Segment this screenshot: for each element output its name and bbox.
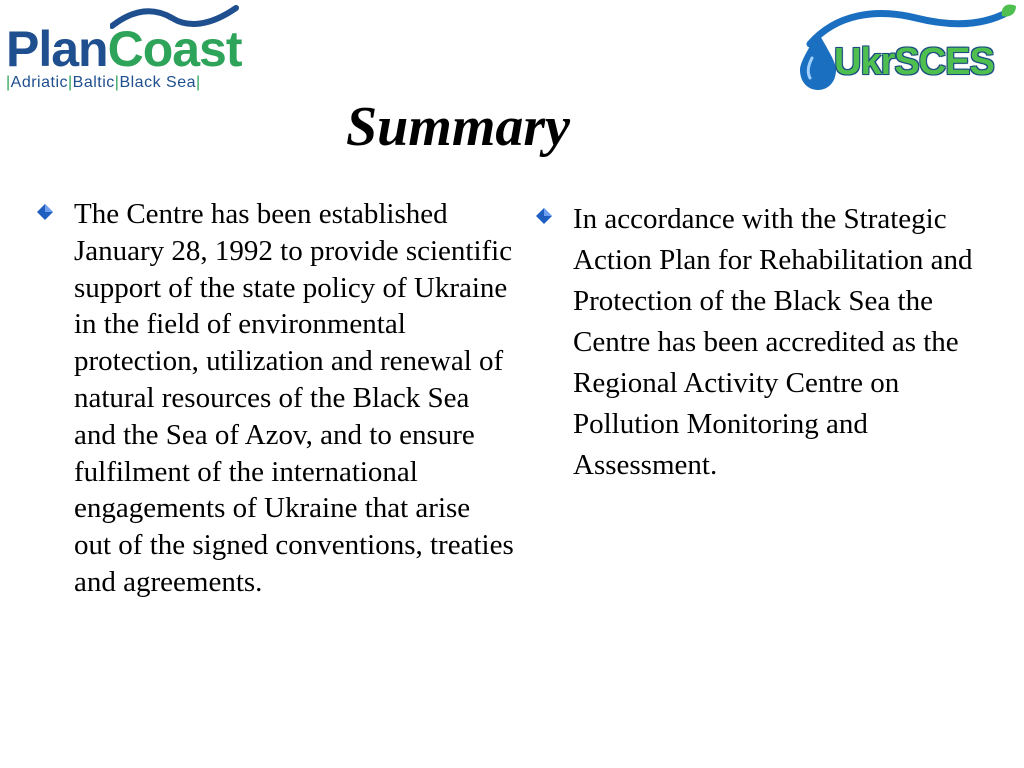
tagline-separator: |	[6, 74, 11, 91]
plancoast-name-plan: Plan	[6, 21, 108, 77]
plancoast-tagline	[6, 74, 201, 92]
tagline-item-black-sea: Black Sea	[119, 74, 196, 91]
plancoast-name-coast: Coast	[107, 21, 242, 77]
tagline-separator: |	[68, 74, 73, 91]
tagline-item-baltic: Baltic	[72, 74, 115, 91]
plancoast-logo	[2, 4, 272, 96]
diamond-bullet-icon	[36, 203, 54, 221]
tagline-separator: |	[114, 74, 120, 91]
tagline-separator: |	[196, 74, 201, 91]
plancoast-wordmark	[6, 21, 242, 77]
diamond-bullet-icon	[535, 207, 553, 225]
bullet-text-left: The Centre has been established January 28, 1992 to provide scientific support of the state policy of Ukraine in the field of environmental protection, utilization and renewal of natural resources of the Black Sea and the Sea of Azov, and to ensure fulfilment of the international engagements of Ukraine that arise out of the signed conventions, treaties and agreements.	[74, 198, 514, 598]
tagline-item-adriatic: Adriatic	[10, 74, 69, 91]
ukrsces-logo	[796, 4, 1022, 94]
slide-title: Summary	[345, 96, 571, 158]
bullet-text-right: In accordance with the Strategic Action Plan for Rehabilitation and Protection of the Black Sea the Centre has been accredited as the Regional Activity Centre on Pollution Monitoring and Assessment.	[573, 203, 973, 481]
ukrsces-wordmark: UkrSCES	[834, 41, 994, 83]
